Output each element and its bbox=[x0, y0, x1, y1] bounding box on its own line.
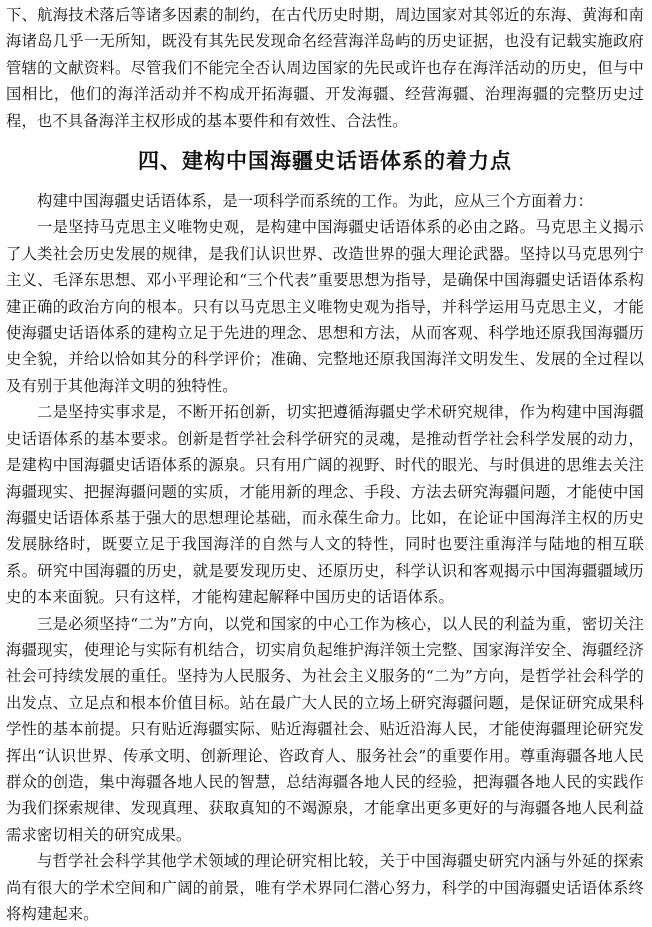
section-heading: 四、建构中国海疆史话语体系的着力点 bbox=[138, 149, 512, 174]
paragraph-conclusion: 与哲学社会科学其他学术领域的理论研究相比较，关于中国海疆史研究内涵与外延的探索尚有很大的学术空间和广阔的前景，唯有学术界同仁潜心努力，科学的中国海疆史话语体系终将构建起来。 bbox=[6, 852, 644, 923]
paragraph-point-one: 一是坚持马克思主义唯物史观，是构建中国海疆史话语体系的必由之路。马克思主义揭示了人类社会历史发展的规律，是我们认识世界、改造世界的强大理论武器。坚持以马克思列宁主义、毛泽东思想、邓小平理论和“三个代表”重要思想为指导，是确保中国海疆史话语体系构建正确的政治方向的根本。只有以马克思主义唯物史观为指导，并科学运用马克思主义，才能使海疆史话语体系的建构立足于先进的理念、思想和方法，从而客观、科学地还原我国海疆历史全貌，并给以恰如其分的科学评价；准确、完整地还原我国海洋文明发生、发展的全过程以及有别于其他海洋文明的独特性。 bbox=[6, 218, 644, 395]
paragraph-point-two: 二是坚持实事求是，不断开拓创新，切实把遵循海疆史学术研究规律，作为构建中国海疆史话语体系的基本要求。创新是哲学社会科学研究的灵魂，是推动哲学社会科学发展的动力，是建构中国海疆史话语体系的源泉。只有用广阔的视野、时代的眼光、与时俱进的思维去关注海疆现实、把握海疆问题的实质，才能用新的理念、手段、方法去研究海疆问题，才能使中国海疆史话语体系基于强大的思想理论基础，而永葆生命力。比如，在论证中国海洋主权的历史发展脉络时，既要立足于我国海洋的自然与人文的特性，同时也要注重海洋与陆地的相互联系。研究中国海疆的历史，就是要发现历史、还原历史，科学认识和客观揭示中国海疆疆域历史的本来面貌。只有这样，才能构建起解释中国历史的话语体系。 bbox=[6, 403, 644, 607]
paragraph-point-three: 三是必须坚持“二为”方向，以党和国家的中心工作为核心，以人民的利益为重，密切关注海疆现实，使理论与实际有机结合，切实肩负起维护海洋领土完整、国家海洋安全、海疆经济社会可持续发展的重任。坚持为人民服务、为社会主义服务的“二为”方向，是哲学社会科学的出发点、立足点和根本价值目标。站在最广大人民的立场上研究海疆问题，是保证研究成果科学性的基本前提。只有贴近海疆实际、贴近海疆社会、贴近沿海人民，才能使海疆理论研究发挥出“认识世界、传承文明、创新理论、咨政育人、服务社会”的重要作用。尊重海疆各地人民群众的创造，集中海疆各地人民的智慧，总结海疆各地人民的经验，把海疆各地人民的实践作为我们探索规律、发现真理、获取真知的不竭源泉，才能拿出更多更好的与海疆各地人民利益需求密切相关的研究成果。 bbox=[6, 614, 644, 844]
paragraph-overview: 构建中国海疆史话语体系，是一项科学而系统的工作。为此，应从三个方面着力： bbox=[37, 192, 594, 211]
intro-paragraph: 下、航海技术落后等诸多因素的制约，在古代历史时期，周边国家对其邻近的东海、黄海和南海诸岛几乎一无所知，既没有其先民发现命名经营海洋岛屿的历史证据，也没有记载实施政府管辖的文献资料。尽管我们不能完全否认周边国家的先民或许也存在海洋活动的历史，但与中国相比，他们的海洋活动并不构成开拓海疆、开发海疆、经营海疆、治理海疆的完整历史过程，也不具备海洋主权形成的基本要件和有效性、合法性。 bbox=[6, 6, 644, 130]
